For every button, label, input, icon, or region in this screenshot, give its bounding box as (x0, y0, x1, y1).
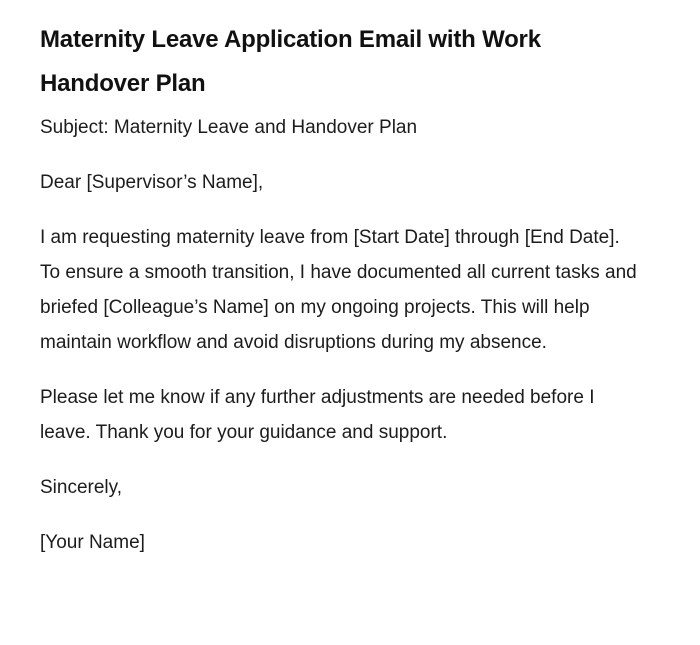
document (40, 18, 640, 580)
email-signature: [Your Name] (40, 532, 145, 553)
email-body-paragraph-2: Please let me know if any further adjustments are needed before I leave. Thank you for your guidance and support. (40, 387, 595, 443)
document-title: Maternity Leave Application Email with Work Handover Plan (40, 26, 541, 97)
email-subject: Subject: Maternity Leave and Handover Plan (40, 117, 418, 138)
email-closing: Sincerely, (40, 477, 123, 498)
email-body-paragraph-1: I am requesting maternity leave from [Start Date] through [End Date]. To ensure a smooth transition, I have documented all current tasks and briefed [Colleague’s Name] on my ongoing projects. This will help maintain workflow and avoid disruptions during my absence. (40, 227, 637, 353)
email-greeting: Dear [Supervisor’s Name], (40, 172, 264, 193)
